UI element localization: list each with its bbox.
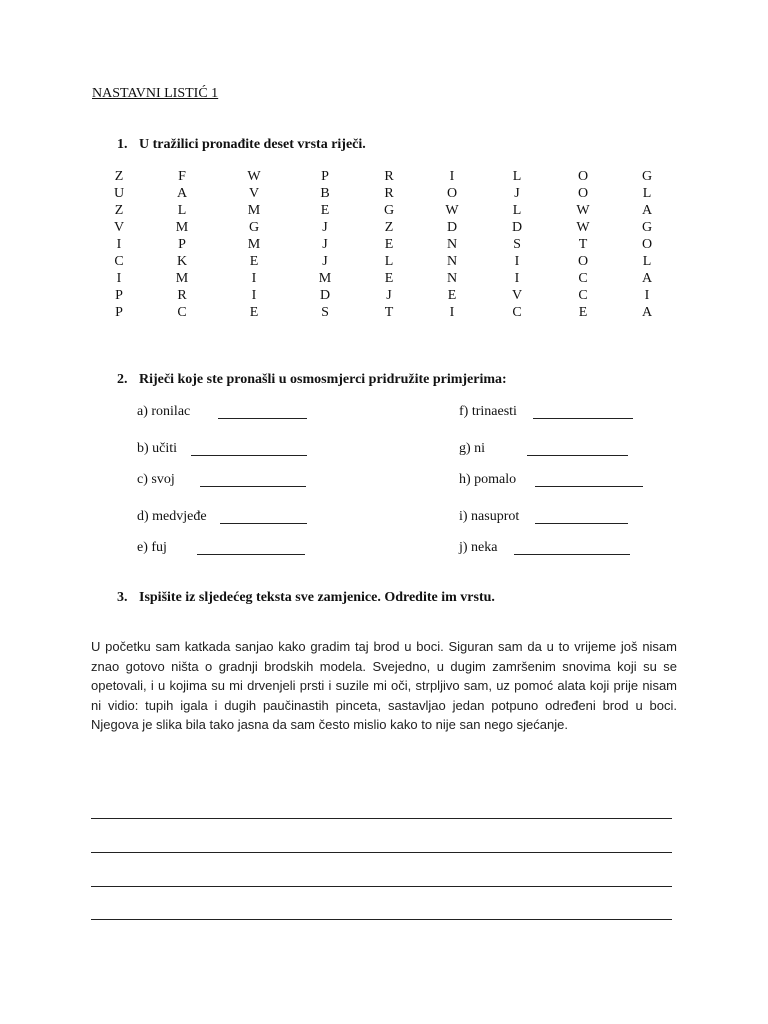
grid-letter[interactable]: D xyxy=(319,288,331,303)
grid-letter[interactable]: Z xyxy=(114,169,124,184)
task-1-text: U tražilici pronađite deset vrsta riječi. xyxy=(139,137,366,152)
grid-letter[interactable]: W xyxy=(247,169,261,184)
grid-letter[interactable]: B xyxy=(320,186,330,201)
grid-letter[interactable]: O xyxy=(577,186,589,201)
grid-letter[interactable]: L xyxy=(512,169,522,184)
grid-row xyxy=(0,270,768,287)
answer-label: b) učiti xyxy=(137,441,178,456)
grid-letter[interactable]: G xyxy=(383,203,395,218)
grid-letter[interactable]: C xyxy=(578,271,588,286)
grid-letter[interactable]: I xyxy=(116,237,122,252)
grid-row xyxy=(0,287,768,304)
grid-letter[interactable]: J xyxy=(322,237,328,252)
grid-letter[interactable]: A xyxy=(641,271,653,286)
grid-letter[interactable]: J xyxy=(514,186,520,201)
grid-letter[interactable]: W xyxy=(576,203,590,218)
grid-letter[interactable]: O xyxy=(446,186,458,201)
answer-blank[interactable] xyxy=(535,523,628,524)
answer-item xyxy=(459,403,517,421)
task-3-number: 3. xyxy=(117,590,128,605)
grid-letter[interactable]: E xyxy=(384,237,394,252)
answer-label: a) ronilac xyxy=(137,404,191,419)
writing-line[interactable] xyxy=(91,919,672,920)
grid-letter[interactable]: E xyxy=(447,288,457,303)
answer-label: i) nasuprot xyxy=(459,509,520,524)
answer-label: d) medvjeđe xyxy=(137,509,207,524)
answer-item xyxy=(137,508,207,526)
answer-item xyxy=(137,539,167,557)
grid-letter[interactable]: P xyxy=(115,288,123,303)
answer-blank[interactable] xyxy=(533,418,633,419)
answer-blank[interactable] xyxy=(535,486,643,487)
grid-letter[interactable]: O xyxy=(577,254,589,269)
worksheet-title: NASTAVNI LISTIĆ 1 xyxy=(92,86,219,101)
answer-label: e) fuj xyxy=(137,540,167,555)
grid-letter[interactable]: F xyxy=(178,169,186,184)
task-1-heading xyxy=(117,137,366,153)
grid-letter[interactable]: N xyxy=(446,237,458,252)
grid-letter[interactable]: R xyxy=(177,288,187,303)
grid-letter[interactable]: T xyxy=(384,305,394,320)
grid-row xyxy=(0,185,768,202)
grid-row xyxy=(0,304,768,321)
grid-letter[interactable]: C xyxy=(177,305,187,320)
grid-letter[interactable]: P xyxy=(115,305,123,320)
source-text-paragraph: U početku sam katkada sanjao kako gradim taj brod u boci. Siguran sam da u to vrijeme još nisam znao gotovo ništa o gradnji brodskih modela. Svejedno, u dugim zamršenim snovima koji su se opetovali, i u kojima su mi drvenjeli prsti i suzile mi oči, strpljivo sam, uz pomoć alata koji prije nisam ni vidio: tupih igala i dugih paučinastih pinceta, sastavljao jedan potpuno određeni brod u boci. Njegova je slika bila tako jasna da sam često mislio kako to nije san nego sjećanje. xyxy=(91,639,677,733)
grid-letter[interactable]: S xyxy=(513,237,521,252)
grid-letter[interactable]: I xyxy=(449,169,455,184)
answer-label: c) svoj xyxy=(137,472,175,487)
answer-item xyxy=(459,508,519,526)
grid-letter[interactable]: E xyxy=(320,203,330,218)
task-2-text: Riječi koje ste pronašli u osmosmjerci pridružite primjerima: xyxy=(139,372,507,387)
grid-letter[interactable]: C xyxy=(578,288,588,303)
grid-letter[interactable]: I xyxy=(514,271,520,286)
answer-label: f) trinaesti xyxy=(459,404,517,419)
grid-letter[interactable]: C xyxy=(114,254,124,269)
grid-letter[interactable]: R xyxy=(384,169,394,184)
grid-row xyxy=(0,168,768,185)
grid-row xyxy=(0,253,768,270)
grid-letter[interactable]: R xyxy=(384,186,394,201)
grid-letter[interactable]: P xyxy=(178,237,186,252)
grid-letter[interactable]: P xyxy=(321,169,329,184)
grid-letter[interactable]: U xyxy=(113,186,125,201)
grid-letter[interactable]: G xyxy=(641,169,653,184)
answer-blank[interactable] xyxy=(220,523,307,524)
writing-line[interactable] xyxy=(91,818,672,819)
grid-letter[interactable]: L xyxy=(512,203,522,218)
answer-blank[interactable] xyxy=(514,554,630,555)
grid-letter[interactable]: M xyxy=(247,237,261,252)
grid-letter[interactable]: J xyxy=(322,220,328,235)
grid-letter[interactable]: G xyxy=(248,220,260,235)
answer-item xyxy=(137,440,177,458)
answer-item xyxy=(137,403,190,421)
grid-letter[interactable]: D xyxy=(446,220,458,235)
grid-letter[interactable]: C xyxy=(512,305,522,320)
grid-letter[interactable]: I xyxy=(251,288,257,303)
answer-blank[interactable] xyxy=(200,486,306,487)
grid-letter[interactable]: L xyxy=(177,203,187,218)
grid-letter[interactable]: V xyxy=(113,220,125,235)
answer-item xyxy=(137,471,175,489)
answer-label: j) neka xyxy=(459,540,498,555)
writing-line[interactable] xyxy=(91,886,672,887)
grid-letter[interactable]: L xyxy=(642,186,652,201)
answer-item xyxy=(459,471,516,489)
grid-row xyxy=(0,219,768,236)
grid-letter[interactable]: W xyxy=(576,220,590,235)
grid-letter[interactable]: J xyxy=(322,254,328,269)
grid-letter[interactable]: A xyxy=(176,186,188,201)
grid-letter[interactable]: K xyxy=(176,254,188,269)
grid-letter[interactable]: I xyxy=(514,254,520,269)
grid-letter[interactable]: J xyxy=(386,288,392,303)
answer-blank[interactable] xyxy=(197,554,305,555)
grid-letter[interactable]: M xyxy=(175,220,189,235)
grid-letter[interactable]: S xyxy=(321,305,329,320)
grid-letter[interactable]: L xyxy=(384,254,394,269)
grid-letter[interactable]: E xyxy=(384,271,394,286)
grid-letter[interactable]: O xyxy=(641,237,653,252)
task-2-number: 2. xyxy=(117,372,128,387)
grid-letter[interactable]: M xyxy=(247,203,261,218)
task-3-heading xyxy=(117,590,495,606)
grid-letter[interactable]: D xyxy=(511,220,523,235)
grid-letter[interactable]: E xyxy=(578,305,588,320)
grid-letter[interactable]: Z xyxy=(384,220,394,235)
grid-letter[interactable]: M xyxy=(318,271,332,286)
grid-row xyxy=(0,236,768,253)
task-1-number: 1. xyxy=(117,137,128,152)
grid-letter[interactable]: T xyxy=(578,237,588,252)
grid-letter[interactable]: I xyxy=(449,305,455,320)
grid-letter[interactable]: N xyxy=(446,271,458,286)
answer-label: h) pomalo xyxy=(459,472,517,487)
answer-item xyxy=(459,539,497,557)
writing-line[interactable] xyxy=(91,852,672,853)
answer-item xyxy=(459,440,485,458)
answer-label: g) ni xyxy=(459,441,486,456)
grid-letter[interactable]: O xyxy=(577,169,589,184)
grid-letter[interactable]: I xyxy=(251,271,257,286)
grid-letter[interactable]: I xyxy=(644,288,650,303)
grid-letter[interactable]: G xyxy=(641,220,653,235)
task-2-heading xyxy=(117,372,507,388)
grid-letter[interactable]: L xyxy=(642,254,652,269)
task-3-text: Ispišite iz sljedećeg teksta sve zamjenice. Odredite im vrstu. xyxy=(139,590,495,605)
grid-letter[interactable]: N xyxy=(446,254,458,269)
grid-letter[interactable]: W xyxy=(445,203,459,218)
grid-letter[interactable]: E xyxy=(249,254,259,269)
answer-blank[interactable] xyxy=(218,418,307,419)
grid-letter[interactable]: I xyxy=(116,271,122,286)
grid-letter[interactable]: A xyxy=(641,203,653,218)
grid-letter[interactable]: V xyxy=(511,288,523,303)
grid-letter[interactable]: V xyxy=(248,186,260,201)
grid-letter[interactable]: A xyxy=(641,305,653,320)
grid-letter[interactable]: M xyxy=(175,271,189,286)
answer-blank[interactable] xyxy=(191,455,307,456)
grid-letter[interactable]: E xyxy=(249,305,259,320)
grid-letter[interactable]: Z xyxy=(114,203,124,218)
grid-row xyxy=(0,202,768,219)
answer-blank[interactable] xyxy=(527,455,628,456)
